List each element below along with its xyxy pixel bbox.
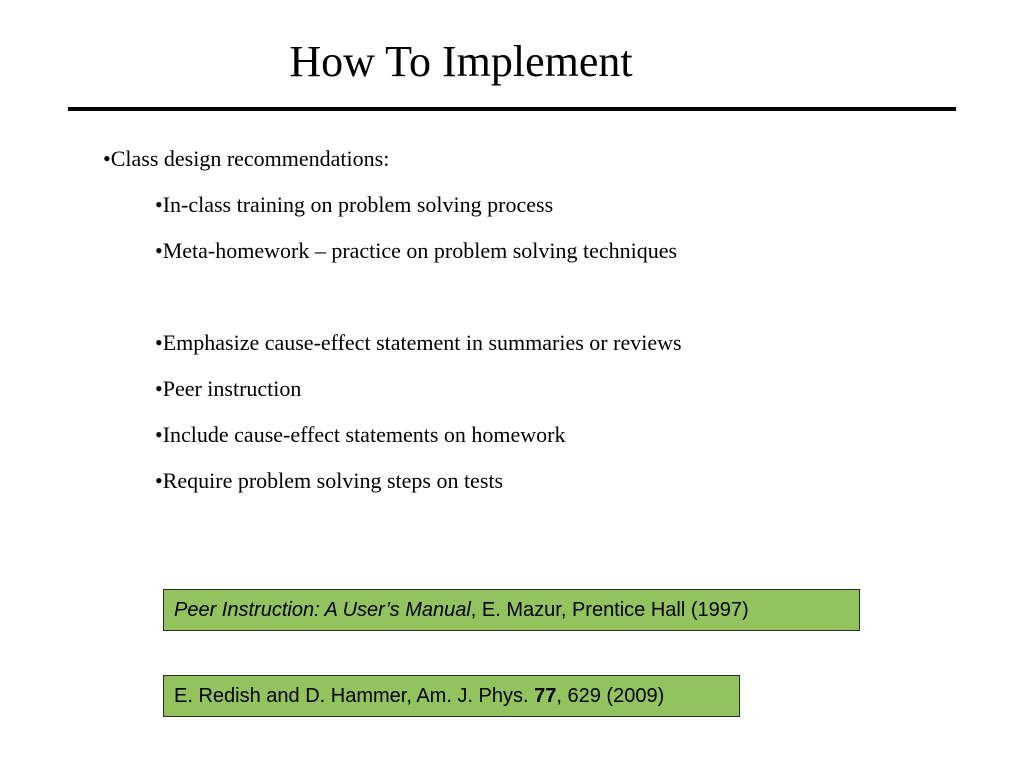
reference-box-redish: [163, 675, 740, 717]
bullet-class-design: •Class design recommendations:: [103, 146, 390, 171]
bullet-peer-instruction: •Peer instruction: [155, 376, 302, 401]
reference-citation-text: , E. Mazur, Prentice Hall (1997): [470, 599, 749, 621]
title-divider: [68, 107, 956, 111]
reference-authors-text: E. Redish and D. Hammer, Am. J. Phys.: [174, 685, 535, 707]
bullet-in-class-training: •In-class training on problem solving process: [155, 192, 554, 217]
reference-title-italic: Peer Instruction: A User’s Manual: [174, 599, 471, 621]
slide-title: How To Implement: [289, 37, 633, 86]
reference-box-mazur: [163, 589, 860, 631]
bullet-cause-effect-homework: •Include cause-effect statements on homework: [155, 422, 566, 447]
bullet-problem-solving-tests: •Require problem solving steps on tests: [155, 468, 504, 493]
reference-pages-year: , 629 (2009): [556, 685, 665, 707]
bullet-cause-effect-summaries: •Emphasize cause-effect statement in summaries or reviews: [155, 330, 682, 355]
bullet-meta-homework: •Meta-homework – practice on problem solving techniques: [155, 238, 678, 263]
reference-volume-bold: 77: [534, 685, 557, 707]
